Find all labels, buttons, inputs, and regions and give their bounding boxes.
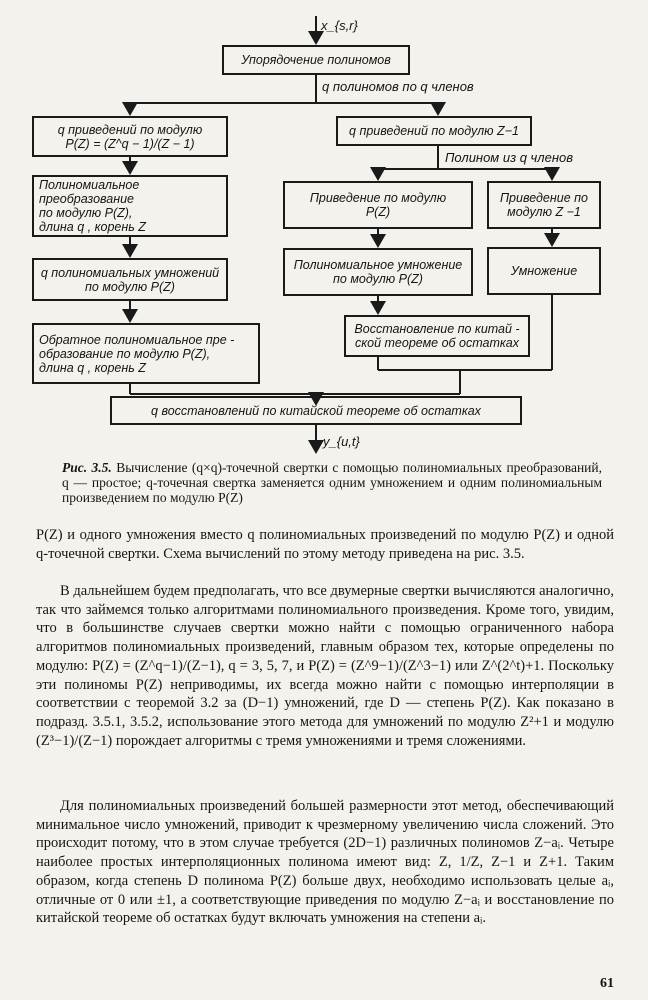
box-reduction-z1: Приведение по модулю Z −1 <box>487 181 601 229</box>
box-crt-recon: Восстановление по китай - ской теореме об остатках <box>344 315 530 357</box>
box-inverse-transform: Обратное полиномиальное пре - образование по модулю P(Z), длина q , корень Z <box>32 323 260 384</box>
box-poly-transform: Полиномиальное преобразование по модулю P(Z), длина q , корень Z <box>32 175 228 237</box>
box-reduction-pz: Приведение по модулю P(Z) <box>283 181 473 229</box>
box-poly-mult-pz: Полиномиальное умножение по модулю P(Z) <box>283 248 473 296</box>
figure-caption <box>62 460 602 505</box>
paragraph-2: В дальнейшем будем предполагать, что все двумерные свертки вычисляются аналогично, так что займемся только алгоритмами полиномиального произведения. Кроме того, увидим, что в большинстве случаев свертки можно найти с помощью ограниченного набора алгоритмов полиномиальных произведений, главным образом тех, которые определены по модулю: P(Z) = (Z^q−1)/(Z−1), q = 3, 5, 7, и P(Z) = (Z^9−1)/(Z^3−1) или Z^(2^t)+1. Поскольку эти полиномы P(Z) неприводимы, их всегда можно найти с помощью интерполяции в соответствии с теоремой 3.2 за (D−1) умножений, где D — степень P(Z). Как показано в подразд. 3.5.1, 3.5.2, использование этого метода для умножений по модулю Z²+1 и модулю (Z³−1)/(Z−1) порождает алгоритмы с тремя умножениями и тремя сложениями. <box>36 583 614 749</box>
paragraph-3: Для полиномиальных произведений большей размерности этот метод, обеспечивающий минимальное число умножений, приводит к чрезмерному увеличению числа сложений. Это происходит потому, что в этом случае требуется (2D−1) различных полиномов Z−aᵢ. Четыре наиболее простых интерполяционных полинома имеют вид: Z, 1/Z, Z−1 и Z+1. Таким образом, когда степень D полинома P(Z) больше двух, необходимо использовать целые aᵢ, отличные от 0 или ±1, а соответствующие приведения по модулю Z−aᵢ и восстановление по китайской теореме об остатках будут включать умножения на степени aᵢ. <box>36 798 614 927</box>
box-q-poly-mults: q полиномиальных умножений по модулю P(Z) <box>32 258 228 301</box>
box-q-reductions-z1: q приведений по модулю Z−1 <box>336 116 532 146</box>
page-number: 61 <box>600 976 614 991</box>
input-label: x_{s,r} <box>321 18 358 33</box>
box-ordering: Упорядочение полиномов <box>222 45 410 75</box>
figure-caption-text: Вычисление (q×q)-точечной свертки с помощью полиномиальных преобразований, q — простое; q-точечная свертка заменяется одним умножением и одним полиномиальным произведением по модулю P(Z) <box>62 460 603 505</box>
paragraph-1: P(Z) и одного умножения вместо q полиномиальных произведений по модулю P(Z) и одной q-точечной свертки. Схема вычислений по этому методу приведена на рис. 3.5. <box>36 527 614 562</box>
figure-label: Рис. 3.5. <box>62 460 112 475</box>
box-mult: Умножение <box>487 247 601 295</box>
output-label: y_{u,t} <box>323 434 360 449</box>
box-q-reductions: q приведений по модулю P(Z) = (Z^q − 1)/(Z − 1) <box>32 116 228 157</box>
edge-label-polynomial-of-q: Полином из q членов <box>445 150 574 165</box>
box-q-crt: q восстановлений по китайской теореме об остатках <box>110 396 522 425</box>
edge-label-q-polynomials: q полиномов по q членов <box>322 79 474 94</box>
